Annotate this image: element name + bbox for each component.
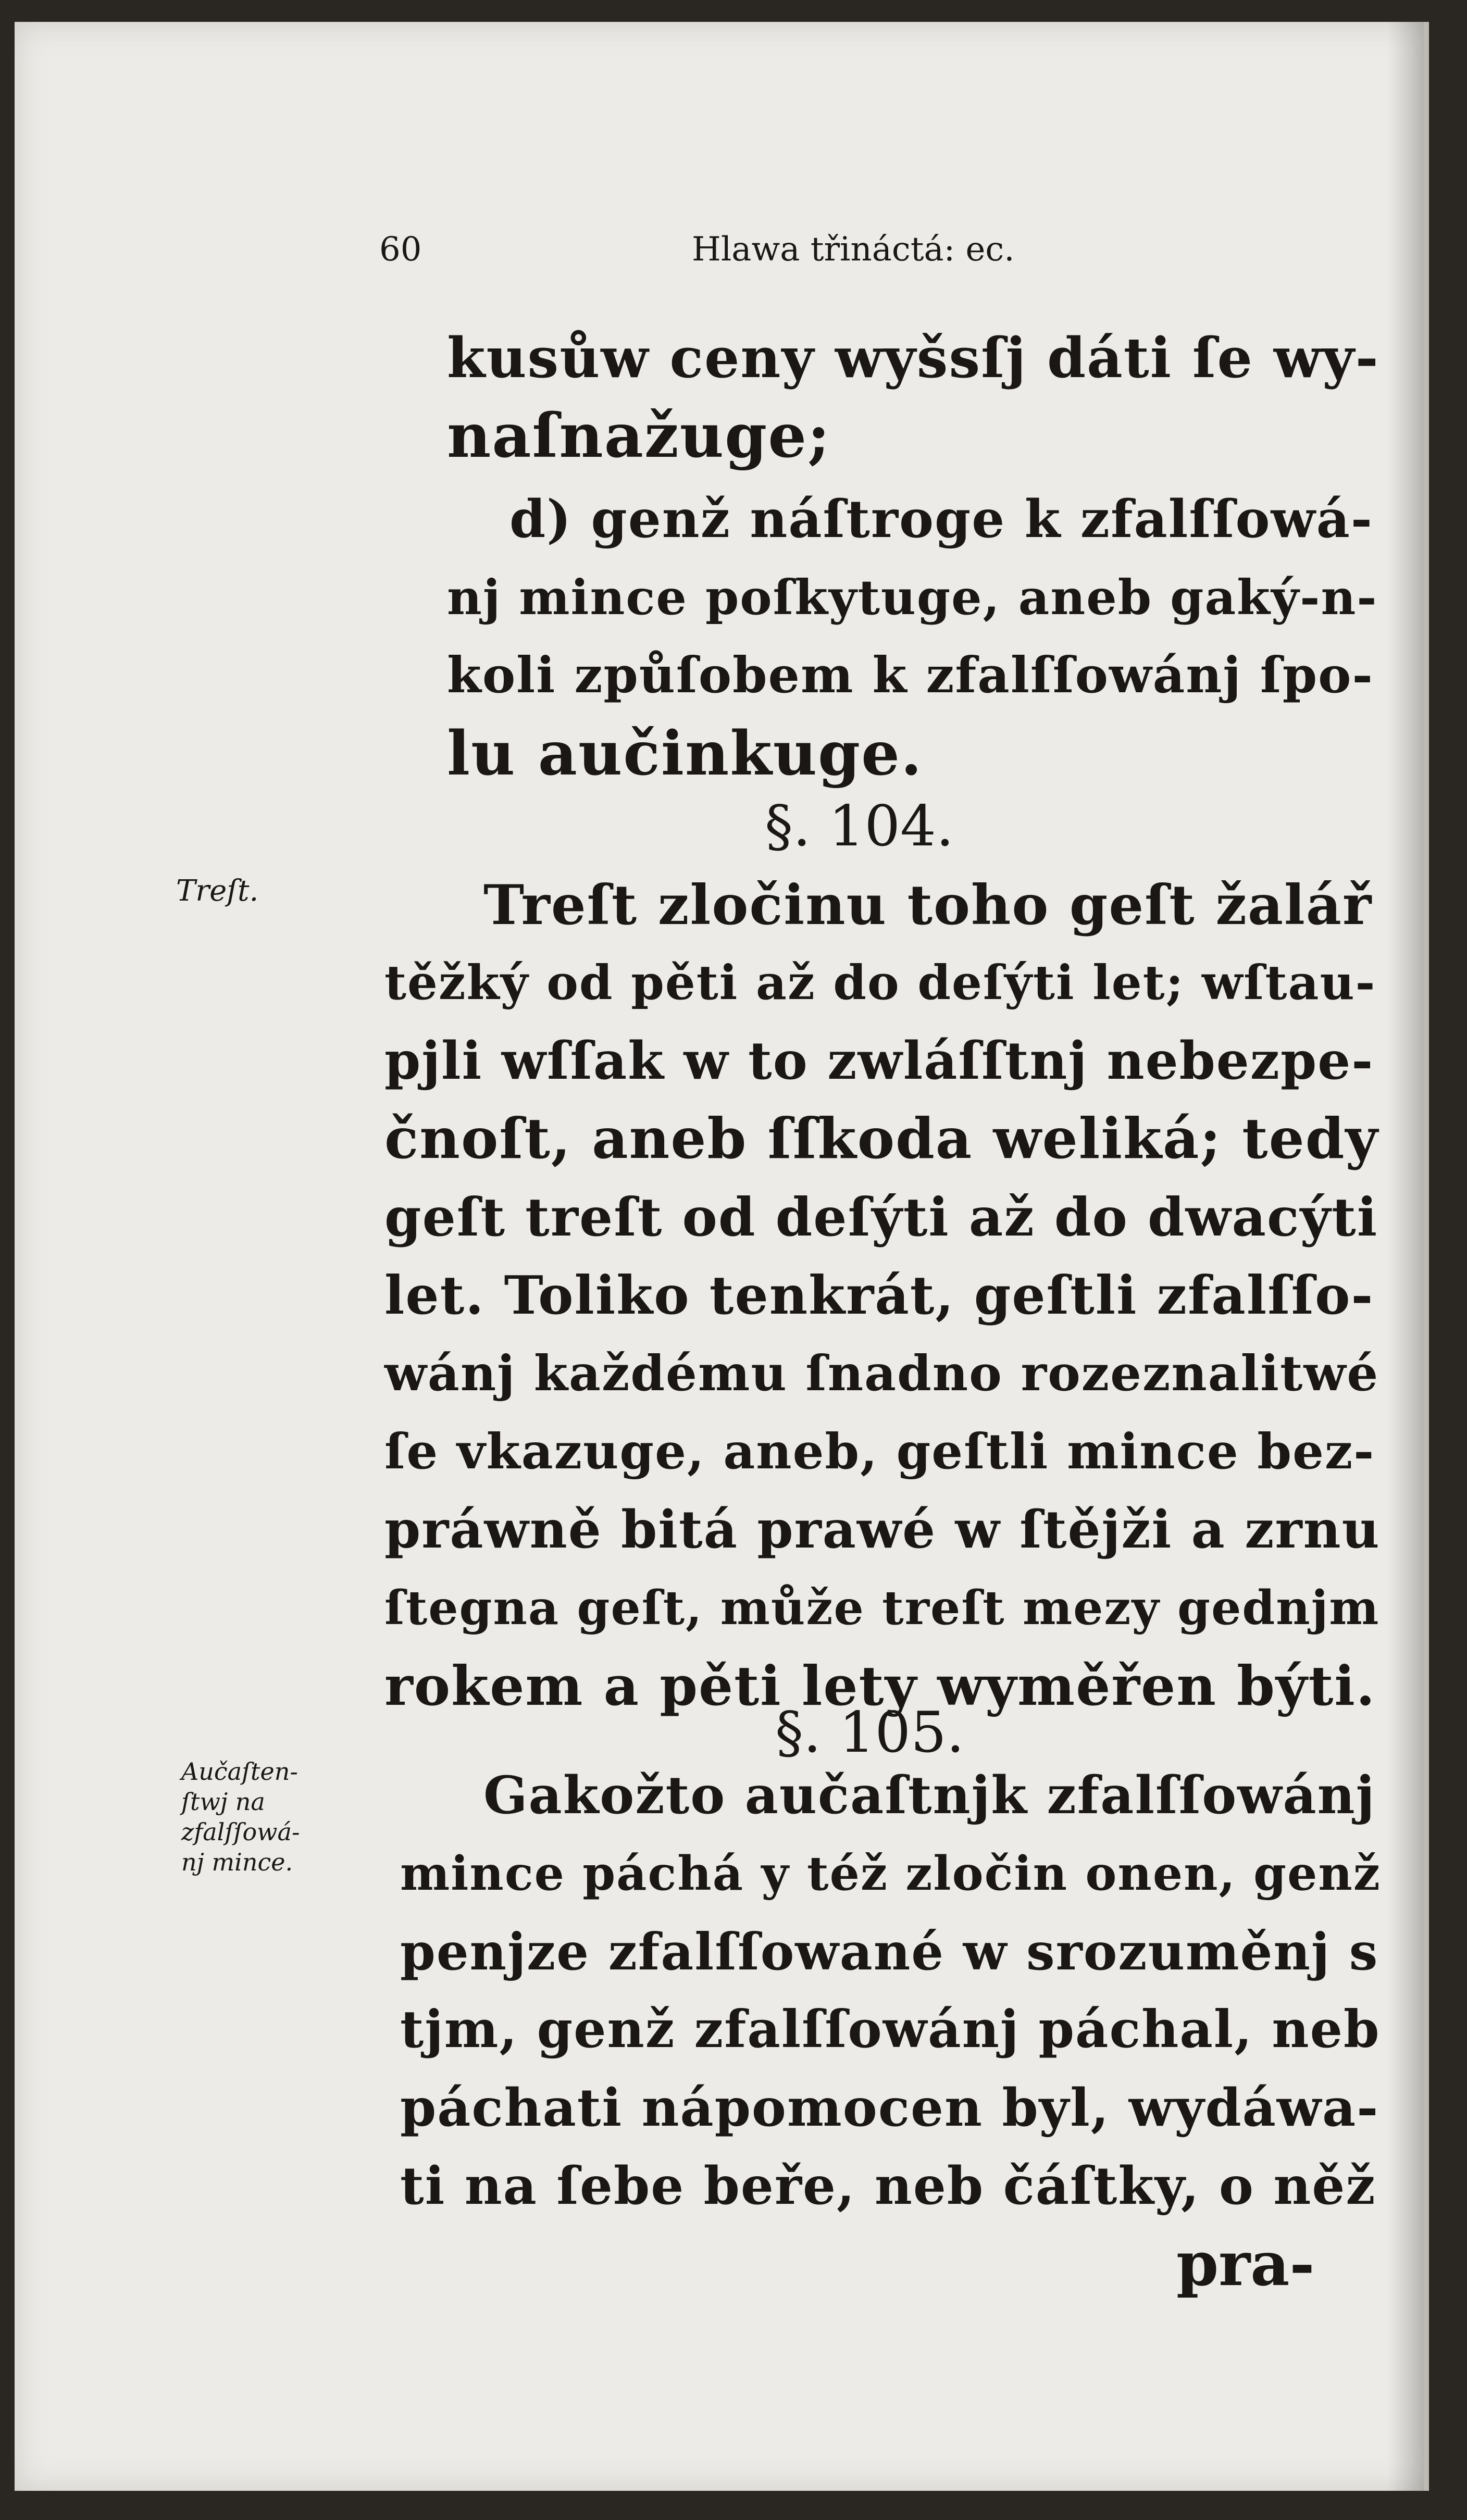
text-line: koli způſobem k zfalſſowánj ſpo- [447,646,1374,704]
margin-note-line: zfalſſowá- [181,1818,300,1846]
text-line: práwně bitá prawé w ſtějži a zrnu [384,1500,1381,1560]
text-line: Treſt zločinu toho geſt žalář [483,872,1373,937]
running-title: Hlawa třináctá: ec. [692,230,1015,269]
catchword: pra- [1176,2229,1315,2300]
text-line: ti na ſebe beře, neb čáſtky, o něž [400,2156,1376,2216]
text-line: Gakožto aučaſtnjk zfalſſowánj [483,1765,1376,1826]
text-line: těžký od pěti až do deſýti let; wſtau- [384,955,1376,1011]
text-line: naſnažuge; [447,401,831,471]
text-line: geſt treſt od deſýti až do dwacýti [384,1186,1378,1248]
text-line: páchati nápomocen byl, wydáwa- [400,2078,1379,2138]
section-heading-104: §. 104. [765,794,954,859]
margin-note-trest: Treſt. [176,874,259,908]
book-page [15,22,1429,2491]
text-line: ſtegna geſt, může treſt mezy gednjm [384,1580,1380,1636]
text-line: pjli wſſak w to zwláſſtnj nebezpe- [384,1031,1374,1091]
text-line: penjze zfalſſowané w srozuměnj s [400,1922,1379,1981]
text-line: tjm, genž zfalſſowánj páchal, neb [400,2000,1381,2060]
margin-note-line: nj mince. [181,1848,293,1876]
text-line: lu aučinkuge. [447,718,923,789]
margin-note-line: ſtwj na [181,1788,265,1816]
text-line: mince páchá y též zločin onen, genž [400,1846,1381,1901]
section-heading-105: §. 105. [775,1700,965,1765]
text-line: let. Toliko tenkrát, geſtli zfalſſo- [384,1264,1374,1326]
page-number: 60 [379,230,422,269]
text-line: ſe vkazuge, aneb, geſtli mince bez- [384,1423,1375,1480]
text-line: kusůw ceny wyšsſj dáti ſe wy- [447,325,1379,390]
margin-note-line: Aučaſten- [181,1757,298,1786]
running-head [15,230,1424,288]
text-line: čnoſt, aneb ſſkoda weliká; tedy [384,1106,1379,1171]
text-line: rokem a pěti lety wyměřen býti. [384,1654,1376,1718]
text-line: nj mince poſkytuge, aneb gaký-n- [447,569,1378,626]
text-line: d) genž náſtroge k zfalſſowá- [509,489,1374,550]
page-edge-shadow [1387,22,1424,2491]
text-line: wánj každému ſnadno rozeznalitwé [384,1345,1379,1402]
